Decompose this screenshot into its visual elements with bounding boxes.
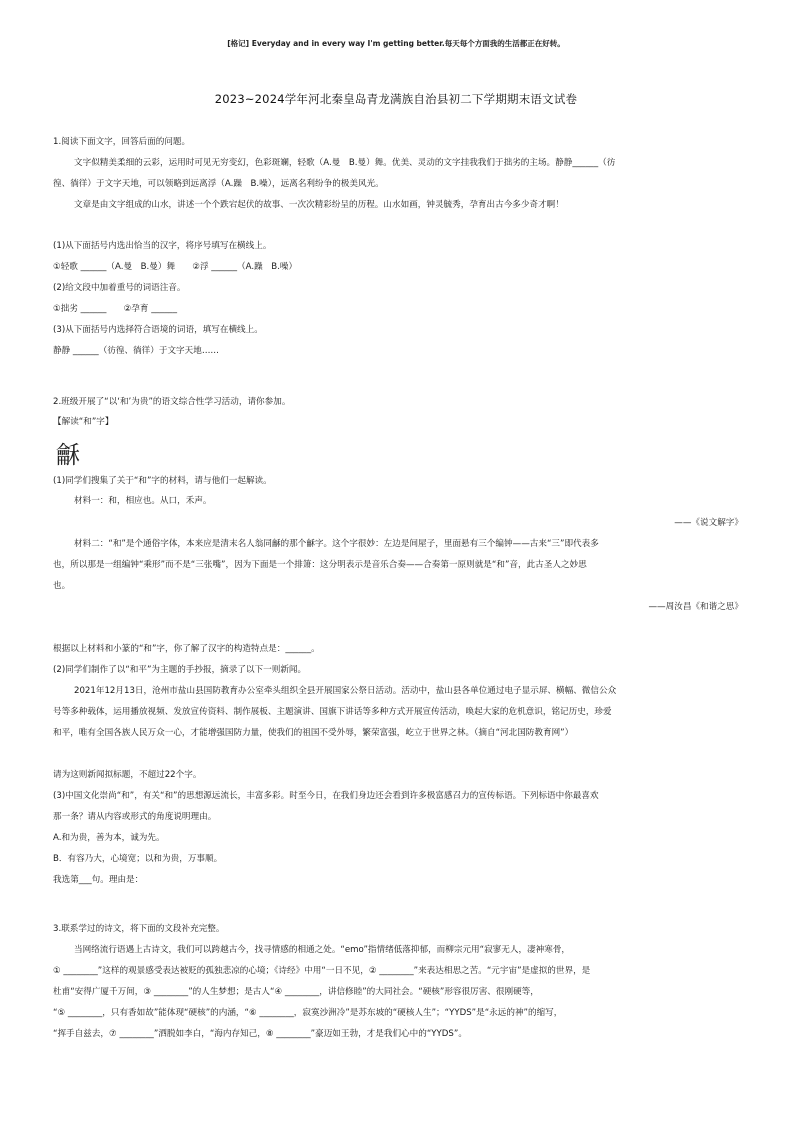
- q2-sub3-line: (3)中国文化崇尚“和”，有关“和”的思想源远流长，丰富多彩。时至今日，在我们身边还会看到许多极富感召力的宣传标语。下列标语中你最喜欢: [53, 791, 599, 801]
- q1-passage-line: 文章是由文字组成的山水，讲述一个个跌宕起伏的故事、一次次精彩纷呈的历程。山水如画，钟灵毓秀，孕育出古今多少奇才啊！: [74, 200, 564, 210]
- q1-intro: 1.阅读下面文字，回答后面的问题。: [53, 137, 191, 147]
- q3-passage-line: 当网络流行语遇上古诗文，我们可以跨越古今，找寻情感的相通之处。“emo”指情绪低落抑郁，而柳宗元用“寂寥无人，凄神寒骨，: [74, 945, 571, 955]
- seal-script-he-image: [55, 441, 93, 467]
- q1-sub2-blanks: ①拙劣 ______ ②孕育 ______: [53, 304, 177, 314]
- q2-sub3-line: 那一条？请从内容或形式的角度说明理由。: [53, 812, 217, 822]
- q2-news-line: 和平，唯有全国各族人民万众一心，才能增强国防力量，使我们的祖国不受外辱，繁荣富强，屹立于世界之林。（摘自“河北国防教育网”）: [53, 728, 574, 738]
- q2-material2-source: ——周汝昌《和谐之思》: [648, 602, 743, 612]
- q1-sub1: (1)从下面括号内选出恰当的汉字，将序号填写在横线上。: [53, 241, 272, 251]
- q3-passage-line: ① ________”这样的观景感受表达被贬的孤独悲凉的心境；《诗经》中用“一日不见，② ________”来表达相思之苦。“元宇宙”是虚拟的世界，是: [53, 966, 591, 976]
- q2-option-b: B．有容乃大，心境宽；以和为贵，万事顺。: [53, 854, 223, 864]
- q3-passage-line: “⑤ ________，只有香如故”能体现“硬核”的内涵，“⑥ ________，寂寞沙洲冷”是苏东坡的“硬核人生”；“YYDS”是“永远的神”的缩写，: [53, 1008, 563, 1018]
- q2-material2-line: 也。: [53, 581, 71, 591]
- q3-intro: 3.联系学过的诗文，将下面的文段补充完整。: [53, 924, 225, 934]
- q2-news-line: 2021年12月13日，沧州市盐山县国防教育办公室牵头组织全县开展国家公祭日活动。活动中，盐山县各单位通过电子显示屏、横幅、微信公众: [74, 686, 617, 696]
- q1-sub3: (3)从下面括号内选择符合语境的词语，填写在横线上。: [53, 325, 263, 335]
- q2-sub1-question: 根据以上材料和小篆的“和”字，你了解了汉字的构造特点是：______。: [53, 644, 320, 654]
- q2-option-a: A.和为贵，善为本，诚为先。: [53, 833, 165, 843]
- q1-sub1-blanks: ①轻歌 ______（A.曼 B.曼）舞 ②浮 ______（A.躁 B.噪）: [53, 262, 298, 272]
- q2-material2-line: 材料二：“和”是个通俗字体，本来应是清末名人翁同龢的那个龢字。这个字很妙：左边是间屋子，里面悬有三个编钟——古来“三”即代表多: [74, 539, 599, 549]
- page-header: [格记] Everyday and in every way I'm getting better.每天每个方面我的生活都正在好转。: [227, 39, 565, 48]
- q2-sub2-question: 请为这则新闻拟标题，不超过22个字。: [53, 770, 202, 780]
- q1-passage-line: 徨、徜徉）于文字天地，可以领略到远离浮（A.躁 B.噪），远离名利纷争的极美风光。: [53, 179, 384, 189]
- q2-sub2: (2)同学们制作了以“和平”为主题的手抄报，摘录了以下一则新闻。: [53, 665, 307, 675]
- q2-section-tag: 【解读“和”字】: [53, 417, 114, 427]
- q3-passage-line: “挥手自兹去，⑦ ________”洒脱如李白，“海内存知己，⑧ ________”豪迈如王勃，才是我们心中的“YYDS”。: [53, 1029, 467, 1039]
- q2-sub1: (1)同学们搜集了关于“和”字的材料，请与他们一起解读。: [53, 476, 272, 486]
- q2-material2-line: 也，所以那是一组编钟“乘形”而不是“三张嘴”，因为下面是一个排箫：这分明表示是音乐合奏——合奏第一原则就是“和”音，此古圣人之妙思: [53, 560, 587, 570]
- svg-text:龢: 龢: [56, 441, 80, 467]
- q1-sub3-blank: 静静 ______（彷徨、徜徉）于文字天地……: [53, 346, 220, 356]
- q2-intro: 2.班级开展了“以‘和’为贵”的语文综合性学习活动，请你参加。: [53, 397, 291, 407]
- q1-passage-line: 文字似精美柔细的云彩，运用时可见无穷变幻，色彩斑斓，轻歌（A.曼 B.曼）舞。优美、灵动的文字挂我我们于拙劣的主场。静静______（彷: [74, 158, 616, 168]
- q2-material1: 材料一：和，相应也。从口，禾声。: [74, 496, 212, 506]
- q3-passage-line: 杜甫“安得广厦千万间，③ ________”的人生梦想；是古人“④ ________，讲信修睦”的大同社会。“硬核”形容很厉害、很刚硬等，: [53, 987, 539, 997]
- q2-answer-line: 我选第___句。理由是：: [53, 875, 144, 885]
- q2-news-line: 号等多种载体，运用播放视频、发放宣传资料、制作展板、主题演讲、国旗下讲话等多种方式开展宣传活动，唤起大家的危机意识，铭记历史，珍爱: [53, 707, 612, 717]
- page-title: 2023~2024学年河北秦皇岛青龙满族自治县初二下学期期末语文试卷: [214, 92, 578, 106]
- q2-material1-source: ——《说文解字》: [674, 518, 743, 528]
- q1-sub2: (2)给文段中加着重号的词语注音。: [53, 283, 186, 293]
